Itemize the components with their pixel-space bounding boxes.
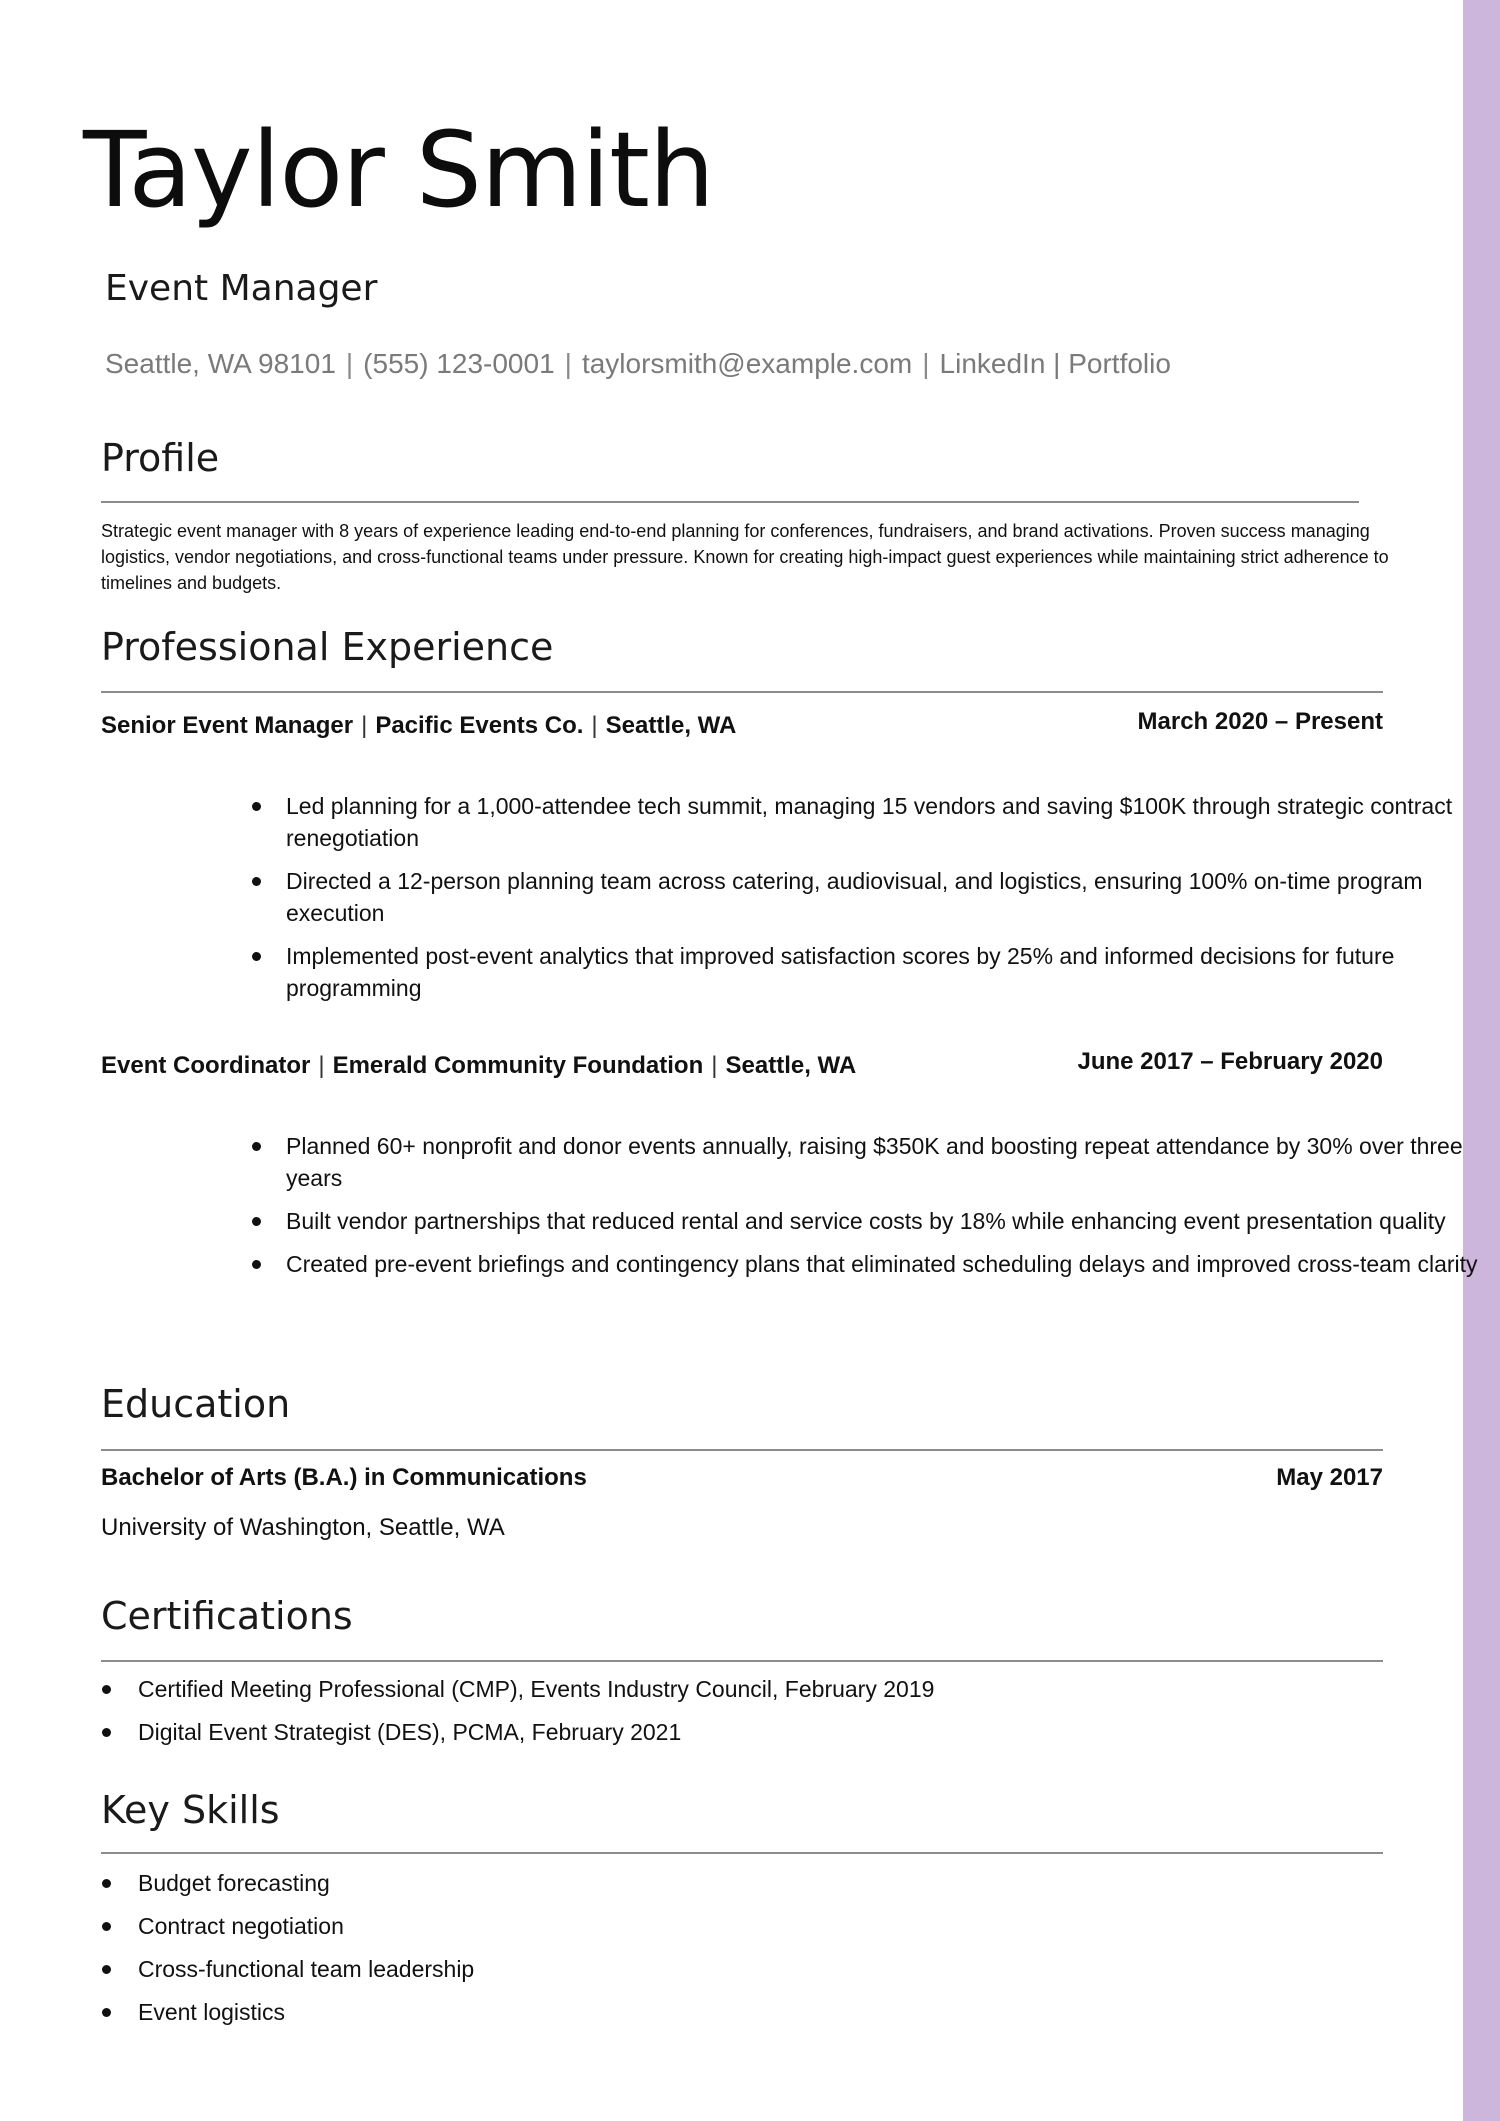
contact-separator: | [345, 348, 354, 379]
contact-line [105, 348, 1171, 380]
list-item: Built vendor partnerships that reduced rental and service costs by 18% while enhancing event presentation quality [286, 1205, 1486, 1237]
job-separator: | [711, 1052, 718, 1079]
job-bullet-list [286, 790, 1486, 1015]
list-item: Contract negotiation [138, 1910, 1338, 1942]
candidate-title: Event Manager [105, 268, 378, 309]
list-item: Cross-functional team leadership [138, 1953, 1338, 1985]
job-company: Pacific Events Co. [375, 712, 584, 739]
list-item: Implemented post-event analytics that improved satisfaction scores by 25% and informed decisions for future programming [286, 940, 1486, 1004]
contact-links[interactable]: LinkedIn | Portfolio [939, 348, 1171, 379]
certifications-list [138, 1673, 1338, 1759]
job-role: Event Coordinator [101, 1052, 311, 1079]
degree-row [101, 1464, 1383, 1492]
list-item: Certified Meeting Professional (CMP), Events Industry Council, February 2019 [138, 1673, 1338, 1705]
experience-heading: Professional Experience [101, 625, 554, 669]
degree-date: May 2017 [1276, 1464, 1383, 1491]
job-location: Seattle, WA [725, 1052, 857, 1079]
contact-location: Seattle, WA 98101 [105, 348, 336, 379]
school-name: University of Washington, Seattle, WA [101, 1514, 505, 1541]
list-item: Digital Event Strategist (DES), PCMA, February 2021 [138, 1716, 1338, 1748]
skills-list [138, 1867, 1338, 2039]
list-item: Created pre-event briefings and contingency plans that eliminated scheduling delays and improved cross-team clarity [286, 1248, 1486, 1280]
list-item: Event logistics [138, 1996, 1338, 2028]
contact-email[interactable]: taylorsmith@example.com [581, 348, 913, 379]
job-dates: June 2017 – February 2020 [1077, 1048, 1383, 1075]
contact-phone: (555) 123-0001 [363, 348, 555, 379]
list-item: Budget forecasting [138, 1867, 1338, 1899]
accent-sidebar-bar [1463, 0, 1500, 2121]
job-separator: | [591, 712, 598, 739]
job-dates: March 2020 – Present [1137, 708, 1383, 735]
job-location: Seattle, WA [605, 712, 737, 739]
skills-heading: Key Skills [101, 1788, 280, 1832]
job-role-line [101, 712, 736, 740]
list-item: Directed a 12-person planning team across catering, audiovisual, and logistics, ensuring 100% on-time program execution [286, 865, 1486, 929]
profile-divider [101, 501, 1359, 503]
education-heading: Education [101, 1382, 291, 1426]
contact-separator: | [564, 348, 572, 379]
candidate-name: Taylor Smith [83, 109, 714, 231]
job-separator: | [361, 712, 368, 739]
certifications-divider [101, 1660, 1383, 1662]
job-separator: | [318, 1052, 325, 1079]
job-company: Emerald Community Foundation [332, 1052, 704, 1079]
job-bullet-list [286, 1130, 1486, 1291]
skills-divider [101, 1852, 1383, 1854]
job-role-line [101, 1052, 856, 1080]
profile-heading: Profile [101, 436, 220, 480]
degree-name: Bachelor of Arts (B.A.) in Communications [101, 1464, 587, 1491]
experience-divider [101, 691, 1383, 693]
certifications-heading: Certifications [101, 1594, 353, 1638]
list-item: Planned 60+ nonprofit and donor events annually, raising $350K and boosting repeat attendance by 30% over three years [286, 1130, 1486, 1194]
education-divider [101, 1449, 1383, 1451]
contact-separator: | [922, 348, 930, 379]
job-role: Senior Event Manager [101, 712, 354, 739]
list-item: Led planning for a 1,000-attendee tech summit, managing 15 vendors and saving $100K through strategic contract renegotiation [286, 790, 1486, 854]
profile-summary: Strategic event manager with 8 years of experience leading end-to-end planning for conferences, fundraisers, and brand activations. Proven success managing logistics, vendor negotiations, and cross-functional teams under pressure. Known for creating high-impact guest experiences while maintaining strict adherence to timelines and budgets. [101, 521, 1389, 593]
